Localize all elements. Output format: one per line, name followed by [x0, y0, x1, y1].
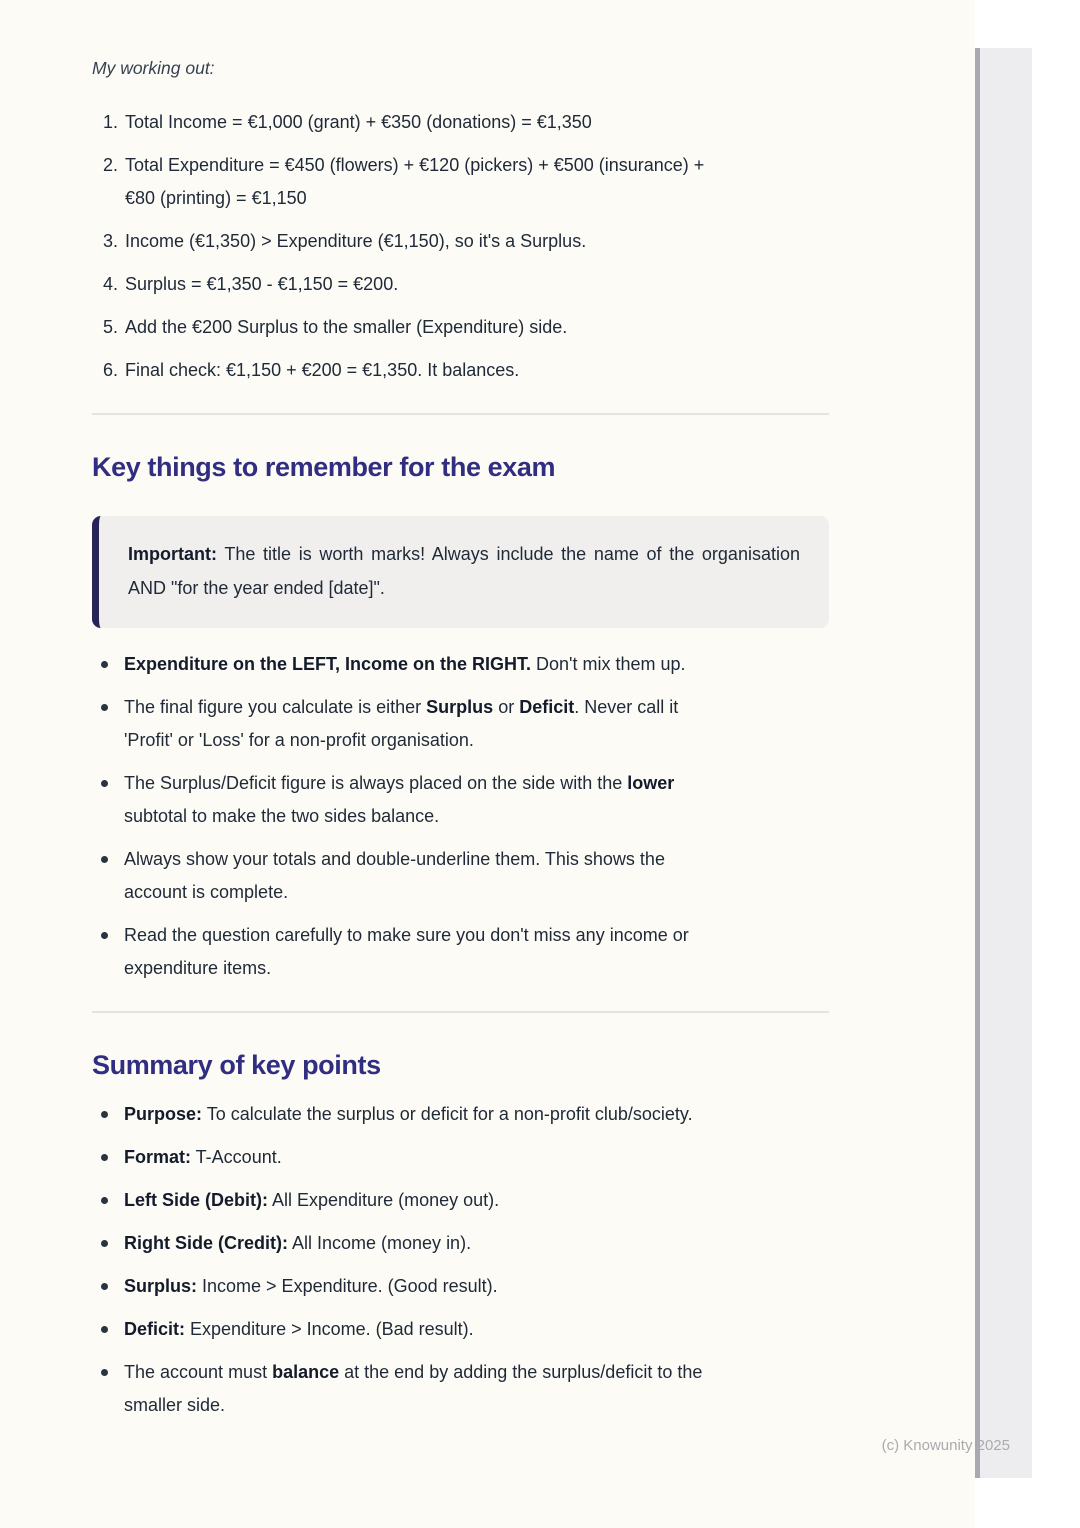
working-step-2	[123, 149, 829, 215]
bullet-segment: 'Profit' or 'Loss' for a non-profit organisation.	[124, 730, 474, 750]
bullet-segment: Surplus:	[124, 1276, 198, 1296]
bullet-segment: Expenditure > Income. (Bad result).	[185, 1319, 474, 1339]
bullet-item	[92, 919, 829, 985]
working-step-1	[123, 106, 829, 139]
bullet-segment: Right Side (Credit):	[124, 1233, 288, 1253]
bullet-segment: smaller side.	[124, 1395, 226, 1415]
working-step-6	[123, 354, 829, 387]
scrollbar-track[interactable]	[980, 48, 1032, 1478]
bullet-segment: account is complete.	[124, 882, 289, 902]
key-things-heading: Key things to remember for the exam	[92, 452, 556, 482]
important-callout	[92, 516, 829, 628]
bullet-item	[92, 1313, 829, 1346]
bullet-item	[92, 691, 829, 757]
bullet-item	[92, 843, 829, 909]
bullet-segment: or	[493, 697, 520, 717]
step-text: Total Expenditure = €450 (flowers) + €120 (pickers) + €500 (insurance) +	[125, 155, 705, 175]
bullet-segment: Deficit:	[124, 1319, 186, 1339]
bullet-item	[92, 1184, 829, 1217]
bullet-item	[92, 1141, 829, 1174]
callout-text	[128, 537, 800, 605]
working-step-5	[123, 311, 829, 344]
bullet-item	[92, 767, 829, 833]
section-divider	[92, 413, 829, 415]
bullet-segment: Purpose:	[124, 1104, 203, 1124]
bullet-segment: T-Account.	[191, 1147, 282, 1167]
key-things-list	[92, 648, 829, 985]
bullet-segment: balance	[272, 1362, 340, 1382]
bullet-item	[92, 1356, 829, 1422]
working-out-label: My working out:	[92, 58, 215, 78]
step-text: Final check: €1,150 + €200 = €1,350. It balances.	[125, 360, 520, 380]
working-step-4	[123, 268, 829, 301]
scrollbar-thumb[interactable]	[975, 48, 980, 1478]
step-text: Income (€1,350) > Expenditure (€1,150), so it's a Surplus.	[125, 231, 587, 251]
bullet-segment: subtotal to make the two sides balance.	[124, 806, 440, 826]
bullet-segment: at the end by adding the surplus/deficit to the	[339, 1362, 703, 1382]
step-text: Add the €200 Surplus to the smaller (Expenditure) side.	[125, 317, 568, 337]
callout-body: The title is worth marks! Always include the name of the organisation AND "for the year ended [date]".	[128, 544, 800, 598]
working-step-3	[123, 225, 829, 258]
summary-heading: Summary of key points	[92, 1050, 381, 1080]
bullet-segment: Read the question carefully to make sure you don't miss any income or	[124, 925, 689, 945]
working-steps-list	[92, 106, 829, 387]
bullet-item	[92, 1270, 829, 1303]
bullet-segment: Income > Expenditure. (Good result).	[197, 1276, 498, 1296]
bullet-item	[92, 1227, 829, 1260]
bullet-segment: Always show your totals and double-underline them. This shows the	[124, 849, 665, 869]
bullet-segment: Left Side (Debit):	[124, 1190, 268, 1210]
bullet-segment: . Never call it	[574, 697, 679, 717]
step-text: Total Income = €1,000 (grant) + €350 (donations) = €1,350	[125, 112, 592, 132]
bullet-segment: Expenditure on the LEFT, Income on the RIGHT.	[124, 654, 532, 674]
bullet-item	[92, 1098, 829, 1131]
bullet-segment: Deficit	[519, 697, 575, 717]
bullet-segment: To calculate the surplus or deficit for a non-profit club/society.	[202, 1104, 693, 1124]
bullet-segment: Don't mix them up.	[531, 654, 686, 674]
step-text: €80 (printing) = €1,150	[125, 188, 307, 208]
bullet-segment: Surplus	[426, 697, 494, 717]
section-divider	[92, 1011, 829, 1013]
copyright-watermark: (c) Knowunity 2025	[881, 1437, 1010, 1454]
step-text: Surplus = €1,350 - €1,150 = €200.	[125, 274, 399, 294]
bullet-segment: All Expenditure (money out).	[268, 1190, 500, 1210]
document-content	[92, 0, 829, 1422]
bullet-segment: The final figure you calculate is either	[124, 697, 427, 717]
bullet-segment: expenditure items.	[124, 958, 272, 978]
bullet-segment: The Surplus/Deficit figure is always placed on the side with the	[124, 773, 628, 793]
bullet-item	[92, 648, 829, 681]
bullet-segment: All Income (money in).	[288, 1233, 472, 1253]
bullet-segment: Format:	[124, 1147, 191, 1167]
bullet-segment: lower	[627, 773, 675, 793]
summary-list	[92, 1098, 829, 1422]
bullet-segment: The account must	[124, 1362, 273, 1382]
callout-label: Important:	[128, 544, 217, 564]
